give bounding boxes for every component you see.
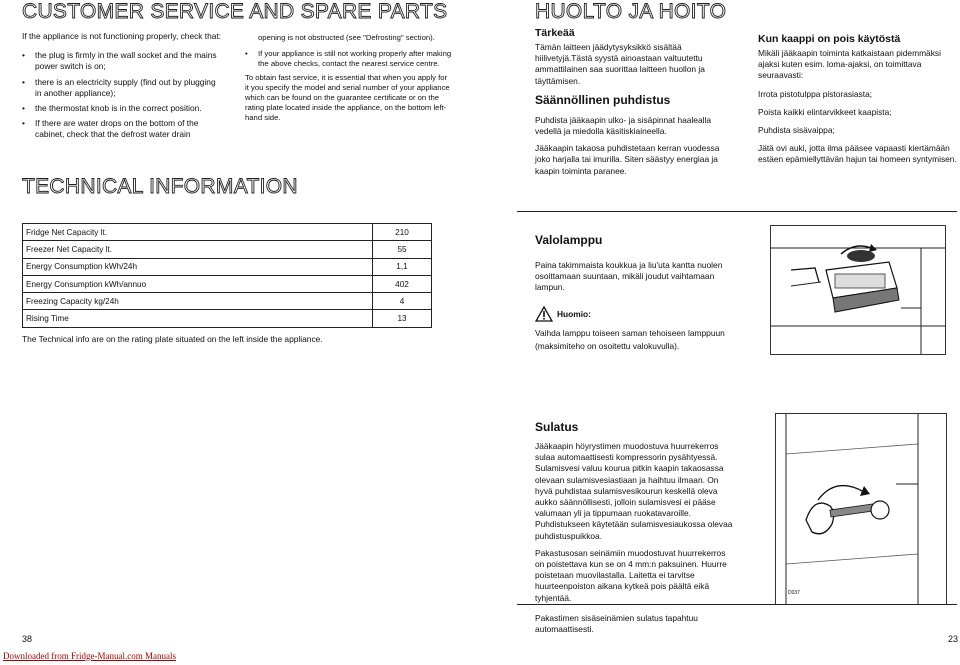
check-intro: If the appliance is not functioning properly, check that:: [22, 31, 222, 41]
page-number-left: 38: [22, 634, 33, 644]
page-title-huolto: HUOLTO JA HOITO: [535, 0, 727, 23]
lamp-heading: Valolamppu: [535, 233, 603, 247]
check-list: [22, 50, 222, 140]
idle-step: Irrota pistotulppa pistorasiasta;: [758, 88, 873, 99]
important-heading: Tärkeää: [535, 27, 575, 39]
continued-check: opening is not obstructed (see "Defrosting" section).: [258, 33, 435, 42]
section-divider-bottom: [517, 604, 957, 605]
defrost-heading: Sulatus: [535, 420, 579, 434]
check-item: • If there are water drops on the bottom of the cabinet, check that the defrost water drain: [22, 118, 222, 140]
warning-icon: [535, 306, 553, 322]
note-row: [535, 306, 735, 322]
table-label: Freezing Capacity kg/24h: [23, 293, 373, 310]
idle-heading: Kun kaappi on pois käytöstä: [758, 33, 901, 45]
technical-note: The Technical info are on the rating plate situated on the left inside the appliance.: [22, 334, 323, 344]
defrost-text: Jääkaapin höyrystimen muodostuva huurrekerros sulaa automaattisesti kompressorin pysähtyessä. Sulamisvesi valuu kourua pitkin kaapin takaosassa olevaan sulamisvesiastiaan ja haihtuu ilmaan. On hyvä puhdistaa sulamisvesikourun keskellä oleva aukko säännöllisesti, jolloin sulamisvesi ei pääse valumaan yli ja tippumaan ruokatavaroille. Puhdistukseen käytetään sulamisvesiaukossa olevaa puhdistuspuikkoa.: [535, 441, 733, 541]
idle-step: Puhdista sisävaippa;: [758, 125, 835, 136]
table-row: [23, 241, 432, 258]
technical-table: [22, 223, 432, 328]
table-value: 55: [373, 241, 432, 258]
table-row: [23, 310, 432, 327]
table-label: Energy Consumption kWh/annuo: [23, 275, 373, 292]
maintenance-column: [535, 27, 730, 177]
table-label: Freezer Net Capacity lt.: [23, 241, 373, 258]
table-value: 210: [373, 224, 432, 241]
technical-information-title: TECHNICAL INFORMATION: [22, 175, 298, 198]
table-value: 4: [373, 293, 432, 310]
check-item: • If your appliance is still not working properly after making the above checks, contact the nearest service centre.: [245, 49, 452, 69]
important-text: Tämän laitteen jäädytysyksikkö sisältää hiilivetyjä.Tästä syystä ainoastaan valtuutettu ammattilainen saa suorittaa laitteen huollon ja täyttämisen.: [535, 42, 705, 86]
table-label: Rising Time: [23, 310, 373, 327]
note-label: Huomio:: [557, 308, 591, 319]
download-source-link[interactable]: Downloaded from Fridge-Manual.com Manuals: [3, 651, 176, 661]
service-note: To obtain fast service, it is essential that when you apply for it you specify the model and serial number of your appliance which can be found on the guarantee certificate or on the rating plate located inside the appliance, on the bottom left-hand side.: [245, 72, 450, 123]
defrost-text-2: Pakastusosan seinämiin muodostuvat huurrekerros on poistettava kun se on 4 mm:n paksuinen. Huurre poistetaan muovilastalla. Laitetta ei tarvitse huurteenpoiston aikana kytkeä pois päältä eikä tyhjentää.: [535, 547, 727, 603]
table-label: Fridge Net Capacity lt.: [23, 224, 373, 241]
section-divider: [517, 211, 957, 212]
lamp-text: Paina takimmaista koukkua ja liu'uta kantta nuolen osoittamaan suuntaan, mikäli joudut vaihtamaan lampun.: [535, 260, 723, 293]
idle-intro: Mikäli jääkaapin toiminta katkaistaan pidemmäksi ajaksi kuten esim. loma-ajaksi, on toimittava seuraavasti:: [758, 48, 941, 81]
check-list-2: [245, 49, 452, 69]
page-number-right: 23: [948, 634, 959, 644]
check-item: • the plug is firmly in the wall socket and the mains power switch is on;: [22, 50, 222, 72]
idle-step: Jätä ovi auki, jotta ilma pääsee vapaasti kiertämään estäen epämiellyttävän hajun tai homeen syntymisen.: [758, 143, 957, 165]
table-row: [23, 275, 432, 292]
table-row: [23, 224, 432, 241]
defrost-auto-note: Pakastimen sisäseinämien sulatus tapahtuu automaattisesti.: [535, 613, 698, 635]
table-row: [23, 258, 432, 275]
troubleshooting-column-2: [245, 33, 452, 124]
lamp-cover-drawing: [771, 226, 945, 354]
lamp-illustration: [770, 225, 946, 355]
table-row: [23, 293, 432, 310]
cleaning-text: Puhdista jääkaapin ulko- ja sisäpinnat haalealla vedellä ja miedolla käsitiskiaineella.: [535, 114, 711, 137]
lamp-section: [535, 233, 735, 352]
idle-column: [758, 33, 958, 166]
check-item: • the thermostat knob is in the correct position.: [22, 103, 222, 114]
defrost-illustration: [775, 413, 947, 605]
note-text: Vaihda lamppu toiseen saman tehoiseen lamppuun: [535, 327, 725, 338]
table-value: 13: [373, 310, 432, 327]
check-item: • there is an electricity supply (find out by plugging in another appliance);: [22, 77, 222, 99]
cleaning-heading: Säännöllinen puhdistus: [535, 92, 671, 107]
troubleshooting-column-1: [22, 31, 222, 145]
page-title-customer-service: CUSTOMER SERVICE AND SPARE PARTS: [22, 0, 448, 23]
cleaning-text-2: Jääkaapin takaosa puhdistetaan kerran vuodessa joko harjalla tai imurilla. Siten säästyy energiaa ja kaapin toiminta paranee.: [535, 143, 720, 176]
table-value: 402: [373, 275, 432, 292]
defrost-section: [535, 420, 735, 604]
drain-cleaning-drawing: [776, 414, 946, 604]
photo-code: D037: [788, 590, 800, 596]
table-value: 1,1: [373, 258, 432, 275]
table-label: Energy Consumption kWh/24h: [23, 258, 373, 275]
idle-step: Poista kaikki elintarvikkeet kaapista;: [758, 106, 892, 117]
note-text-2: (maksimiteho on osoitettu valokuvulla).: [535, 340, 680, 351]
